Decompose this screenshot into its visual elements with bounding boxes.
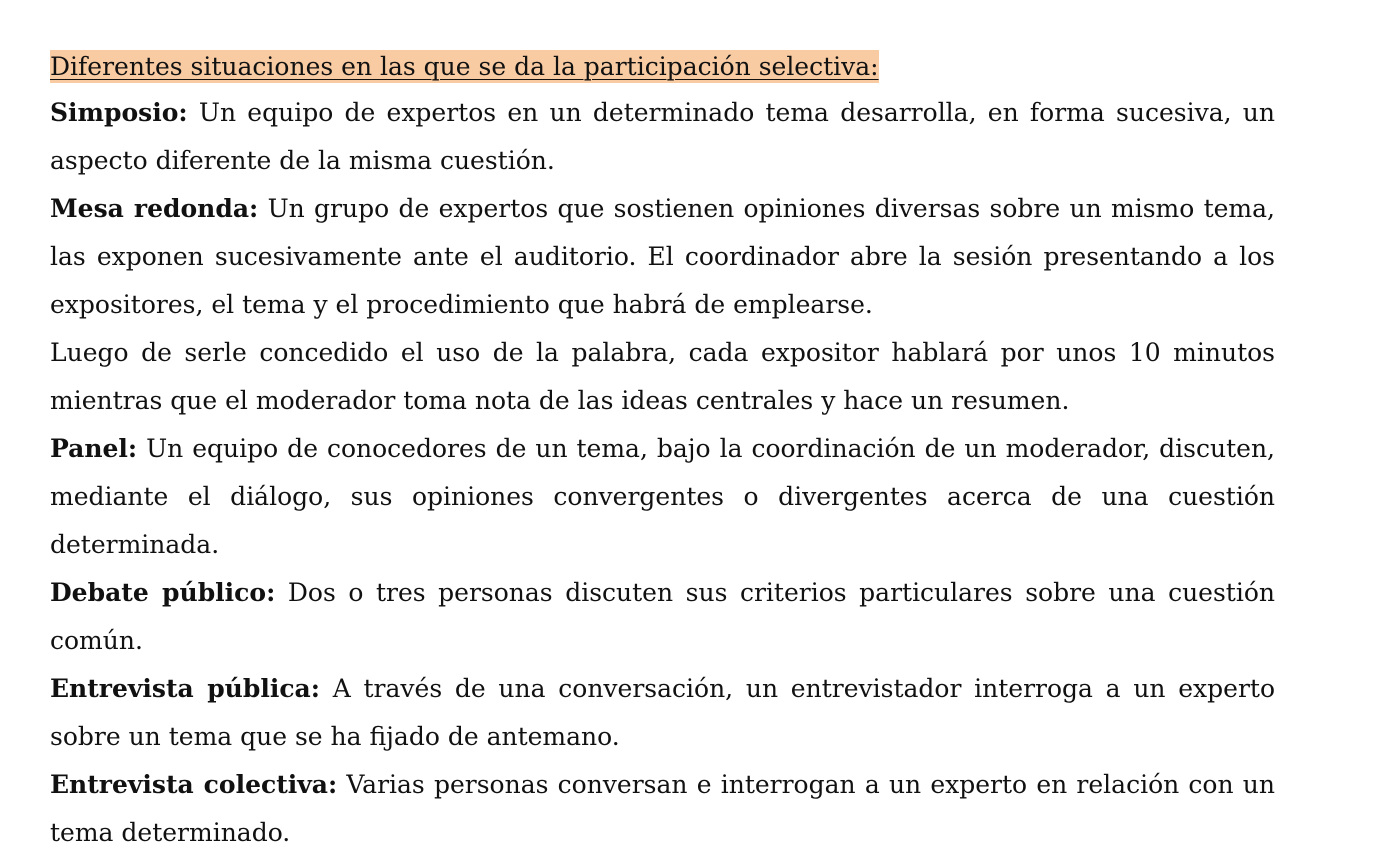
term-debate-publico: Debate público: (50, 578, 276, 607)
term-panel: Panel: (50, 434, 138, 463)
term-simposio: Simposio: (50, 98, 188, 127)
paragraph-mesa-redonda-continued (50, 329, 1275, 425)
section-heading-line (50, 45, 1275, 89)
paragraph-debate-publico (50, 569, 1275, 665)
paragraph-entrevista-colectiva (50, 761, 1275, 857)
definition-simposio: Un equipo de expertos en un determinado tema desarrolla, en forma sucesiva, un aspecto diferente de la misma cuestión. (50, 98, 1275, 175)
definition-mesa-redonda-continued: Luego de serle concedido el uso de la palabra, cada expositor hablará por unos 10 minutos mientras que el moderador toma nota de las ideas centrales y hace un resumen. (50, 338, 1275, 415)
definition-debate-publico: Dos o tres personas discuten sus criterios particulares sobre una cuestión común. (50, 578, 1275, 655)
paragraph-simposio (50, 89, 1275, 185)
paragraph-mesa-redonda (50, 185, 1275, 329)
definition-panel: Un equipo de conocedores de un tema, bajo la coordinación de un moderador, discuten, mediante el diálogo, sus opiniones convergentes o divergentes acerca de una cuestión determinada. (50, 434, 1275, 559)
term-entrevista-colectiva: Entrevista colectiva: (50, 770, 338, 799)
paragraph-entrevista-publica (50, 665, 1275, 761)
section-heading: Diferentes situaciones en las que se da la participación selectiva: (50, 52, 879, 81)
definition-mesa-redonda: Un grupo de expertos que sostienen opiniones diversas sobre un mismo tema, las exponen sucesivamente ante el auditorio. El coordinador abre la sesión presentando a los expositores, el tema y el procedimiento que habrá de emplearse. (50, 194, 1275, 319)
paragraph-panel (50, 425, 1275, 569)
definition-entrevista-colectiva: Varias personas conversan e interrogan a un experto en relación con un tema determinado. (50, 770, 1275, 847)
document-body (50, 45, 1275, 857)
term-entrevista-publica: Entrevista pública: (50, 674, 320, 703)
definition-entrevista-publica: A través de una conversación, un entrevistador interroga a un experto sobre un tema que se ha fijado de antemano. (50, 674, 1275, 751)
term-mesa-redonda: Mesa redonda: (50, 194, 259, 223)
